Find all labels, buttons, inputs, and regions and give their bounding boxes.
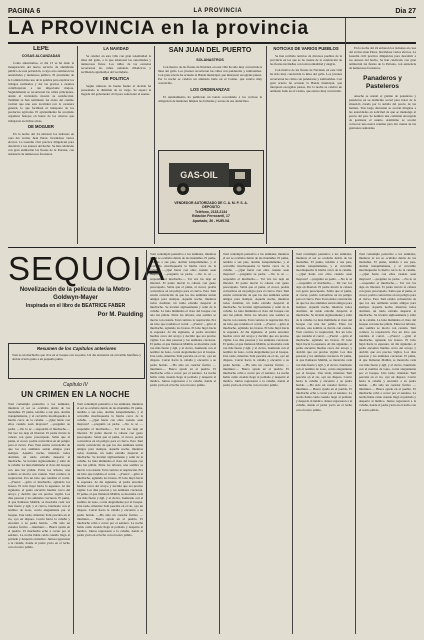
column-divider xyxy=(355,250,356,634)
article-title-san-juan: SAN JUAN DEL PUERTO xyxy=(168,47,252,54)
article-body-san-juan: Con motivo de las fiestas de Navidad, en esta villa ha sido muy concurrida la misa del gallo. Los jóvenes recorrieron las calles con panderetas y zambombas. Con gran acierto ha actuado la Banda municipal, que interpretó escogidas piezas. Por la noche se celebró un animado baile en el Casino, que estuvo muy concurrido. xyxy=(158,65,262,86)
column-2 xyxy=(81,46,151,244)
article-title-politica: DE POLITICA xyxy=(102,75,130,81)
column-divider xyxy=(73,402,74,634)
article-body-panaderos: Anoche se reunió el gremio de panaderos y pasteleros en su domicilio social para tratar de la situación creada por la subida del precio de las harinas. Tras larga discusión se acordó dirigirse a las autoridades en solicitud de que se mantenga el precio del pan. Se nombró una comisión encargada de gestionar el asunto. Asimismo se acordó convocar una nueva reunión para dar cuenta de las gestiones realizadas. xyxy=(349,93,416,131)
article-body-navidad: Se celebró en esta villa con gran solemnidad la misa del gallo, a la que asistieron las autoridades y numerosos fieles. Los niños de las escuelas recorrieron las calles cantando villancicos y recibiendo aguinaldos del vecindario. xyxy=(81,54,151,75)
masthead-rule xyxy=(8,42,416,44)
serial-column-4: Toni contempló pensativo a los animales, mientras el sol se ocultaba detrás de las montañas. El puma, tendido a sus pies, dormía tranquilamente, y el cervatillo mordisqueaba la hierba cerca de la cabaña. —¿Qué harás con ellos cuando sean mayores? —preguntó su padre. —No lo sé —respondió el muchacho—. Tal vez los deje en libertad. El padre movió la cabeza con gesto preocupado. Sabía que el puma, al crecer, podría convertirse en un peligro para el ciervo. Pero Toni estaba convencido de que los dos animales serían amigos para siempre. Aquella noche, mientras todos dormían, un ruido extraño despertó al muchacho. Se levantó sigilosamente y salió de la cabaña. La luna iluminaba el claro del bosque con una luz pálida. Entre los árboles, una sombra se movía con cautela. Toni contuvo la respiración. Era un lobo que rondaba el corral. —¡Fuera! —gritó el muchacho, agitando los brazos. El lobo huyó hacia la espesura. Al día siguiente, el padre encontró huellas cerca del arroyo y decidió que era preciso vigilar. Los días pasaron y los animales crecieron. El puma, al que llamaron Malibú, se mostraba cada vez más fuerte y ágil, y el ciervo, bautizado con el nombre de Gato, corría alegremente por el bosque. Una tarde, mientras Toni pescaba en el río, oyó un disparo. Corrió hacia la cabaña y encontró a su padre herido. —Ha sido un cazador furtivo —murmuró—. Busca ayuda en el pueblo. El muchacho echó a correr por el sendero. La noche había caído cuando llegó al poblado y despertó al médico. Juntos regresaron a la cabaña, donde el padre yacía en el lecho con el rostro pálido. xyxy=(223,252,289,387)
ad-line-4: Estación Ferrocarril, 17 xyxy=(192,214,230,219)
column-divider xyxy=(219,250,220,634)
column-5 xyxy=(349,46,416,244)
summary-body: Toni es un muchacho que vive en el bosque con su padre. Un día encuentra un cervatillo huérfano y decide criarlo junto a un pequeño puma. xyxy=(12,353,141,362)
article-title-navidad: LA NAVIDAD xyxy=(103,46,129,51)
article-body-san-juan-cont: Con motivo de las fiestas de Navidad, en esta villa ha sido muy concurrida la misa del gallo. Los jóvenes recorrieron las calles con panderetas y zambombas. Con gran acierto ha actuado la Banda municipal, que interpretó escogidas piezas. Por la noche se celebró un animado baile en el Casino, que estuvo muy concurrido. xyxy=(270,68,342,93)
column-divider xyxy=(266,46,267,244)
article-body-moguer-cont: En la noche del 24 entraron los ladrones en casa del vecino Juan Pérez, llevándose varios efectos. La Guardia civil practica diligencias para descubrir a los autores del hecho. Se han celebrado con gran animación las fiestas de la Patrona, con asistencia de numerosos forasteros. xyxy=(349,46,416,71)
column-divider xyxy=(154,46,155,244)
serial-title: SEQUOIA xyxy=(8,250,166,287)
serial-header xyxy=(8,250,166,318)
ad-line-2: DEPOSITO xyxy=(202,205,220,210)
article-subtitle-lepe: COSAS ALCANZADAS xyxy=(21,54,61,59)
ad-text xyxy=(163,201,259,223)
column-divider xyxy=(77,46,78,244)
truck-illustration xyxy=(165,157,257,197)
article-body-pueblos: Se han recibido noticias de diversos pueblos de la provincia en las que se da cuenta de la celebración de las fiestas navideñas con toda normalidad y alegría. xyxy=(270,54,342,67)
ad-brand: GAS-OIL xyxy=(180,170,218,180)
chapter-title: UN CRIMEN EN LA NOCHE xyxy=(21,390,130,399)
page-date: Dia 27 xyxy=(395,7,416,15)
chapter-number: Capítulo IV xyxy=(63,382,88,388)
page-header xyxy=(8,6,416,16)
serial-column-2: Toni contempló pensativo a los animales, mientras el sol se ocultaba detrás de las montañas. El puma, tendido a sus pies, dormía tranquilamente, y el cervatillo mordisqueaba la hierba cerca de la cabaña. —¿Qué harás con ellos cuando sean mayores? —preguntó su padre. —No lo sé —respondió el muchacho—. Tal vez los deje en libertad. El padre movió la cabeza con gesto preocupado. Sabía que el puma, al crecer, podría convertirse en un peligro para el ciervo. Pero Toni estaba convencido de que los dos animales serían amigos para siempre. Aquella noche, mientras todos dormían, un ruido extraño despertó al muchacho. Se levantó sigilosamente y salió de la cabaña. La luna iluminaba el claro del bosque con una luz pálida. Entre los árboles, una sombra se movía con cautela. Toni contuvo la respiración. Era un lobo que rondaba el corral. —¡Fuera! —gritó el muchacho, agitando los brazos. El lobo huyó hacia la espesura. Al día siguiente, el padre encontró huellas cerca del arroyo y decidió que era preciso vigilar. Los días pasaron y los animales crecieron. El puma, al que llamaron Malibú, se mostraba cada vez más fuerte y ágil, y el ciervo, bautizado con el nombre de Gato, corría alegremente por el bosque. Una tarde, mientras Toni pescaba en el río, oyó un disparo. Corrió hacia la cabaña y encontró a su padre herido. —Ha sido un cazador furtivo —murmuró—. Busca ayuda en el pueblo. El muchacho echó a correr por el sendero. La noche había caído cuando llegó al poblado y despertó al médico. Juntos regresaron a la cabaña, donde el padre yacía en el lecho con el rostro pálido. xyxy=(77,402,143,537)
fold-rule xyxy=(8,247,416,248)
gas-oil-advertisement xyxy=(158,150,264,234)
ad-line-5: Apartado, 36 - HUELVA xyxy=(192,218,230,223)
column-3 xyxy=(158,46,262,146)
serial-column-3: Toni contempló pensativo a los animales, mientras el sol se ocultaba detrás de las montañas. El puma, tendido a sus pies, dormía tranquilamente, y el cervatillo mordisqueaba la hierba cerca de la cabaña. —¿Qué harás con ellos cuando sean mayores? —preguntó su padre. —No lo sé —respondió el muchacho—. Tal vez los deje en libertad. El padre movió la cabeza con gesto preocupado. Sabía que el puma, al crecer, podría convertirse en un peligro para el ciervo. Pero Toni estaba convencido de que los dos animales serían amigos para siempre. Aquella noche, mientras todos dormían, un ruido extraño despertó al muchacho. Se levantó sigilosamente y salió de la cabaña. La luna iluminaba el claro del bosque con una luz pálida. Entre los árboles, una sombra se movía con cautela. Toni contuvo la respiración. Era un lobo que rondaba el corral. —¡Fuera! —gritó el muchacho, agitando los brazos. El lobo huyó hacia la espesura. Al día siguiente, el padre encontró huellas cerca del arroyo y decidió que era preciso vigilar. Los días pasaron y los animales crecieron. El puma, al que llamaron Malibú, se mostraba cada vez más fuerte y ágil, y el ciervo, bautizado con el nombre de Gato, corría alegremente por el bosque. Una tarde, mientras Toni pescaba en el río, oyó un disparo. Corrió hacia la cabaña y encontró a su padre herido. —Ha sido un cazador furtivo —murmuró—. Busca ayuda en el pueblo. El muchacho echó a correr por el sendero. La noche había caído cuando llegó al poblado y despertó al médico. Juntos regresaron a la cabaña, donde el padre yacía en el lecho con el rostro pálido. xyxy=(150,252,216,387)
ad-line-1: VENDEDOR AUTORIZADO DE C. A. M. P. S. A. xyxy=(174,201,248,205)
article-body-moguer: En la noche del 24 entraron los ladrones en casa del vecino Juan Pérez, llevándose varios efectos. La Guardia civil practica diligencias para descubrir a los autores del hecho. Se han celebrado con gran animación las fiestas de la Patrona, con asistencia de numerosos forasteros. xyxy=(8,131,74,157)
summary-title: Resumen de los Capítulos anteriores xyxy=(36,346,117,351)
article-body-lepe: Como anunciamos, el día 13 se ha dado la inauguración del nuevo servicio de alumbrado público de esta población, a cuyo acto asistieron las autoridades y numeroso público. El presidente de la Comisión hizo uso de la palabra para explicar los trabajos realizados y dar las gracias a cuantos contribuyeron a tan importante mejora. Seguidamente se recorrieron las calles principales, donde el vecindario mostró su satisfacción. También se han terminado las obras del camino vecinal que une esta localidad con la carretera general, lo que facilitará el transporte de los productos agrícolas. El ayuntamiento ha acordado organizar festejos en honor de los obreros que trabajaron en dichas obras. xyxy=(8,61,74,123)
summary-box xyxy=(8,343,145,379)
column-1 xyxy=(8,46,74,244)
article-title-panaderos: Panaderos y Pasteleros xyxy=(363,74,402,90)
ad-line-3: Teléfono, 2133-2134 xyxy=(195,209,227,214)
serial-subtitle: Novelización de la película de la Metro-Goldwyn-Mayer xyxy=(19,287,132,301)
paper-name: LA PROVINCIA xyxy=(193,8,243,14)
serial-column-5: Toni contempló pensativo a los animales, mientras el sol se ocultaba detrás de las montañas. El puma, tendido a sus pies, dormía tranquilamente, y el cervatillo mordisqueaba la hierba cerca de la cabaña. —¿Qué harás con ellos cuando sean mayores? —preguntó su padre. —No lo sé —respondió el muchacho—. Tal vez los deje en libertad. El padre movió la cabeza con gesto preocupado. Sabía que el puma, al crecer, podría convertirse en un peligro para el ciervo. Pero Toni estaba convencido de que los dos animales serían amigos para siempre. Aquella noche, mientras todos dormían, un ruido extraño despertó al muchacho. Se levantó sigilosamente y salió de la cabaña. La luna iluminaba el claro del bosque con una luz pálida. Entre los árboles, una sombra se movía con cautela. Toni contuvo la respiración. Era un lobo que rondaba el corral. —¡Fuera! —gritó el muchacho, agitando los brazos. El lobo huyó hacia la espesura. Al día siguiente, el padre encontró huellas cerca del arroyo y decidió que era preciso vigilar. Los días pasaron y los animales crecieron. El puma, al que llamaron Malibú, se mostraba cada vez más fuerte y ágil, y el ciervo, bautizado con el nombre de Gato, corría alegremente por el bosque. Una tarde, mientras Toni pescaba en el río, oyó un disparo. Corrió hacia la cabaña y encontró a su padre herido. —Ha sido un cazador furtivo —murmuró—. Busca ayuda en el pueblo. El muchacho echó a correr por el sendero. La noche había caído cuando llegó al poblado y despertó al médico. Juntos regresaron a la cabaña, donde el padre yacía en el lecho con el rostro pálido. xyxy=(296,252,352,412)
serial-column-6: Toni contempló pensativo a los animales, mientras el sol se ocultaba detrás de las montañas. El puma, tendido a sus pies, dormía tranquilamente, y el cervatillo mordisqueaba la hierba cerca de la cabaña. —¿Qué harás con ellos cuando sean mayores? —preguntó su padre. —No lo sé —respondió el muchacho—. Tal vez los deje en libertad. El padre movió la cabeza con gesto preocupado. Sabía que el puma, al crecer, podría convertirse en un peligro para el ciervo. Pero Toni estaba convencido de que los dos animales serían amigos para siempre. Aquella noche, mientras todos dormían, un ruido extraño despertó al muchacho. Se levantó sigilosamente y salió de la cabaña. La luna iluminaba el claro del bosque con una luz pálida. Entre los árboles, una sombra se movía con cautela. Toni contuvo la respiración. Era un lobo que rondaba el corral. —¡Fuera! —gritó el muchacho, agitando los brazos. El lobo huyó hacia la espesura. Al día siguiente, el padre encontró huellas cerca del arroyo y decidió que era preciso vigilar. Los días pasaron y los animales crecieron. El puma, al que llamaron Malibú, se mostraba cada vez más fuerte y ágil, y el ciervo, bautizado con el nombre de Gato, corría alegremente por el bosque. Una tarde, mientras Toni pescaba en el río, oyó un disparo. Corrió hacia la cabaña y encontró a su padre herido. —Ha sido un cazador furtivo —murmuró—. Busca ayuda en el pueblo. El muchacho echó a correr por el sendero. La noche había caído cuando llegó al poblado y despertó al médico. Juntos regresaron a la cabaña, donde el padre yacía en el lecho con el rostro pálido. xyxy=(359,252,416,412)
serial-inspired: Inspirada en el libro de BEATRICE FABER xyxy=(25,303,126,309)
serial-column-1: Toni contempló pensativo a los animales, mientras el sol se ocultaba detrás de las montañas. El puma, tendido a sus pies, dormía tranquilamente, y el cervatillo mordisqueaba la hierba cerca de la cabaña. —¿Qué harás con ellos cuando sean mayores? —preguntó su padre. —No lo sé —respondió el muchacho—. Tal vez los deje en libertad. El padre movió la cabeza con gesto preocupado. Sabía que el puma, al crecer, podría convertirse en un peligro para el ciervo. Pero Toni estaba convencido de que los dos animales serían amigos para siempre. Aquella noche, mientras todos dormían, un ruido extraño despertó al muchacho. Se levantó sigilosamente y salió de la cabaña. La luna iluminaba el claro del bosque con una luz pálida. Entre los árboles, una sombra se movía con cautela. Toni contuvo la respiración. Era un lobo que rondaba el corral. —¡Fuera! —gritó el muchacho, agitando los brazos. El lobo huyó hacia la espesura. Al día siguiente, el padre encontró huellas cerca del arroyo y decidió que era preciso vigilar. Los días pasaron y los animales crecieron. El puma, al que llamaron Malibú, se mostraba cada vez más fuerte y ágil, y el ciervo, bautizado con el nombre de Gato, corría alegremente por el bosque. Una tarde, mientras Toni pescaba en el río, oyó un disparo. Corrió hacia la cabaña y encontró a su padre herido. —Ha sido un cazador furtivo —murmuró—. Busca ayuda en el pueblo. El muchacho echó a correr por el sendero. La noche había caído cuando llegó al poblado y despertó al médico. Juntos regresaron a la cabaña, donde el padre yacía en el lecho con el rostro pálido. xyxy=(8,402,70,550)
article-title-lepe: LEPE xyxy=(33,46,49,52)
article-title-moguer: DE MOGUER xyxy=(28,123,54,129)
page-label: PAGINA 6 xyxy=(8,7,41,15)
column-divider xyxy=(146,250,147,634)
article-body-ordenanzas: El Ayuntamiento ha publicado un bando recordando a los vecinos la obligación de mantener limpias las fachadas y aceras de sus domicilios. xyxy=(158,94,262,103)
column-4 xyxy=(270,46,342,244)
column-divider xyxy=(292,250,293,634)
serial-author: Por M. Paulding xyxy=(97,312,143,318)
column-divider xyxy=(345,18,346,244)
article-body-politica: Según rumores de buena fuente el alcalde ha presentado la dimisión de su cargo. Se espera la llegada del gobernador civil para solucionar el asunto. xyxy=(81,83,151,96)
article-title-ordenanzas: LOS ORDENANZAS xyxy=(190,86,230,92)
article-title-pueblos: NOTICIAS DE VARIOS PUEBLOS xyxy=(273,46,339,51)
article-subtitle-san-juan: SOLANASTROS xyxy=(196,58,224,62)
section-masthead: LA PROVINCIA en la provincia xyxy=(8,18,310,39)
